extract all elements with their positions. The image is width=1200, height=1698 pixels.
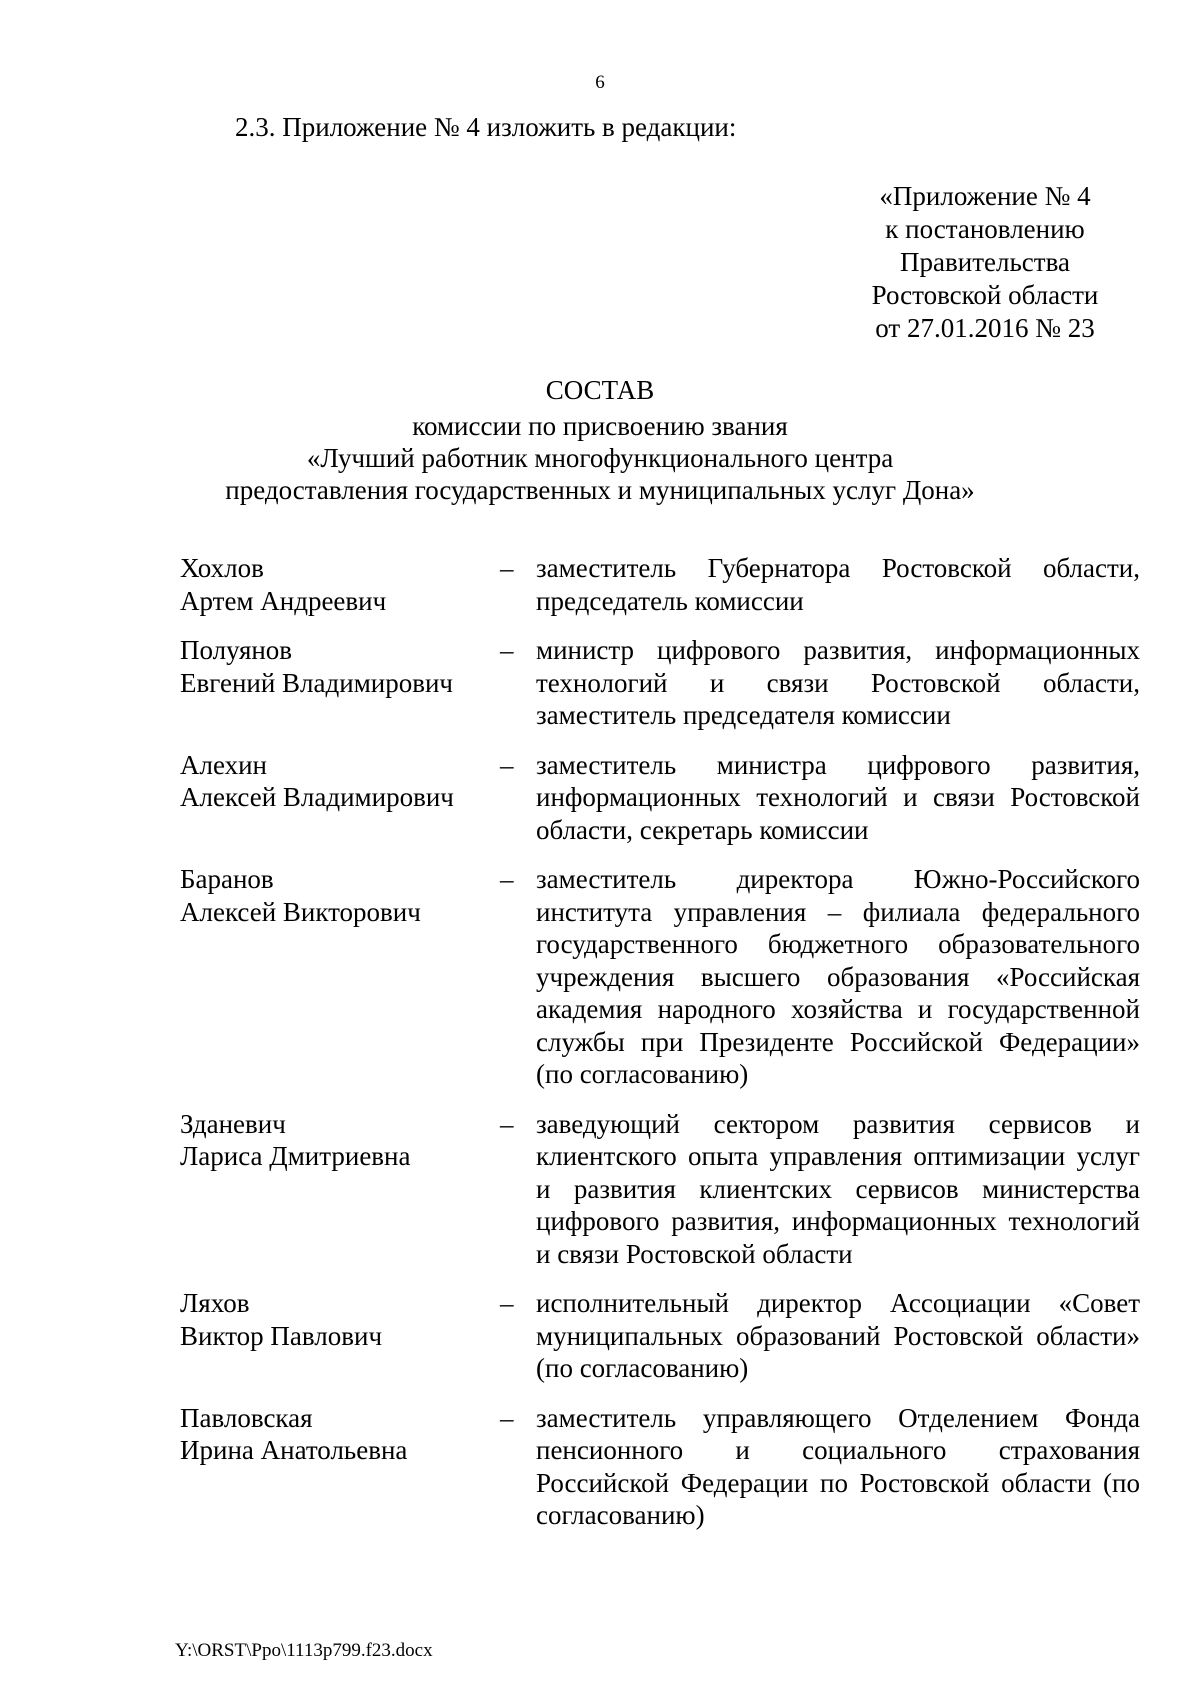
member-given-name: Ирина Анатольевна: [180, 1435, 408, 1465]
member-surname: Алехин: [180, 749, 267, 780]
member-role: заместитель Губернатора Ростовской области, председатель комиссии: [536, 553, 1140, 616]
member-role: исполнительный директор Ассоциации «Совет муниципальных образований Ростовской области» (по согласованию): [536, 1288, 1140, 1383]
member-dash: –: [500, 1108, 514, 1139]
member-name: [180, 1108, 500, 1271]
member-dash: –: [500, 864, 514, 894]
member-row: [180, 634, 1140, 732]
member-name: [180, 552, 500, 617]
file-path-footer: Y:\ORST\Ppo\1113p799.f23.docx: [175, 1640, 433, 1661]
member-surname: Павловская: [180, 1402, 313, 1433]
member-row: [180, 749, 1140, 847]
member-surname: Ляхов: [180, 1288, 250, 1318]
member-role: министр цифрового развития, информационных технологий и связи Ростовской области, заместитель председателя комиссии: [536, 635, 1140, 730]
member-name: [180, 1402, 500, 1532]
member-row: [180, 1108, 1140, 1271]
member-surname: Хохлов: [180, 553, 264, 583]
member-role: заместитель управляющего Отделением Фонда пенсионного и социального страхования Российской Федерации по Ростовской области (по согласованию): [536, 1402, 1140, 1530]
member-row: [180, 552, 1140, 617]
member-surname: Баранов: [180, 864, 274, 894]
member-given-name: Артем Андреевич: [180, 585, 387, 616]
member-name: [180, 1287, 500, 1385]
member-given-name: Лариса Дмитриевна: [180, 1141, 411, 1171]
commission-member-list: [180, 552, 1140, 1549]
appendix-header-line: от 27.01.2016 № 23: [875, 313, 1095, 343]
member-dash: –: [500, 635, 514, 665]
member-given-name: Алексей Викторович: [180, 896, 421, 927]
member-given-name: Евгений Владимирович: [180, 667, 454, 698]
member-role: заместитель министра цифрового развития, информационных технологий и связи Ростовской области, секретарь комиссии: [536, 749, 1140, 845]
member-role: заместитель директора Южно-Российского института управления – филиала федерального государственного бюджетного образовательного учреждения высшего образования «Российская академия народного хозяйства и государственной службы при Президенте Российской Федерации» (по согласованию): [536, 864, 1140, 1089]
appendix-header-line: «Приложение № 4: [879, 181, 1091, 211]
appendix-header-line: к постановлению: [885, 214, 1085, 244]
member-name: [180, 749, 500, 847]
member-name: [180, 634, 500, 732]
member-given-name: Виктор Павлович: [180, 1320, 383, 1351]
member-dash: –: [500, 1288, 514, 1318]
member-dash: –: [500, 553, 514, 583]
member-row: [180, 1402, 1140, 1532]
member-name: [180, 863, 500, 1091]
member-given-name: Алексей Владимирович: [180, 782, 454, 812]
member-dash: –: [500, 1402, 514, 1433]
member-row: [180, 863, 1140, 1091]
document-title-block: [0, 370, 1200, 506]
document-subtitle-line: предоставления государственных и муниципальных услуг Дона»: [225, 475, 975, 505]
member-role: заведующий сектором развития сервисов и клиентского опыта управления оптимизации услуг и развития клиентских сервисов министерства цифрового развития, информационных технологий и связи Ростовской области: [536, 1108, 1140, 1269]
appendix-header: [770, 180, 1200, 345]
member-row: [180, 1287, 1140, 1385]
member-surname: Полуянов: [180, 635, 293, 665]
page-number: 6: [595, 72, 605, 93]
document-title: СОСТАВ: [545, 375, 655, 405]
member-dash: –: [500, 749, 514, 780]
document-subtitle-line: «Лучший работник многофункционального центра: [306, 443, 894, 473]
member-surname: Зданевич: [180, 1108, 286, 1139]
amendment-instruction: 2.3. Приложение № 4 изложить в редакции:: [235, 112, 737, 142]
appendix-header-line: Ростовской области: [871, 280, 1099, 310]
appendix-header-line: Правительства: [900, 247, 1070, 277]
document-subtitle-line: комиссии по присвоению звания: [412, 411, 788, 441]
